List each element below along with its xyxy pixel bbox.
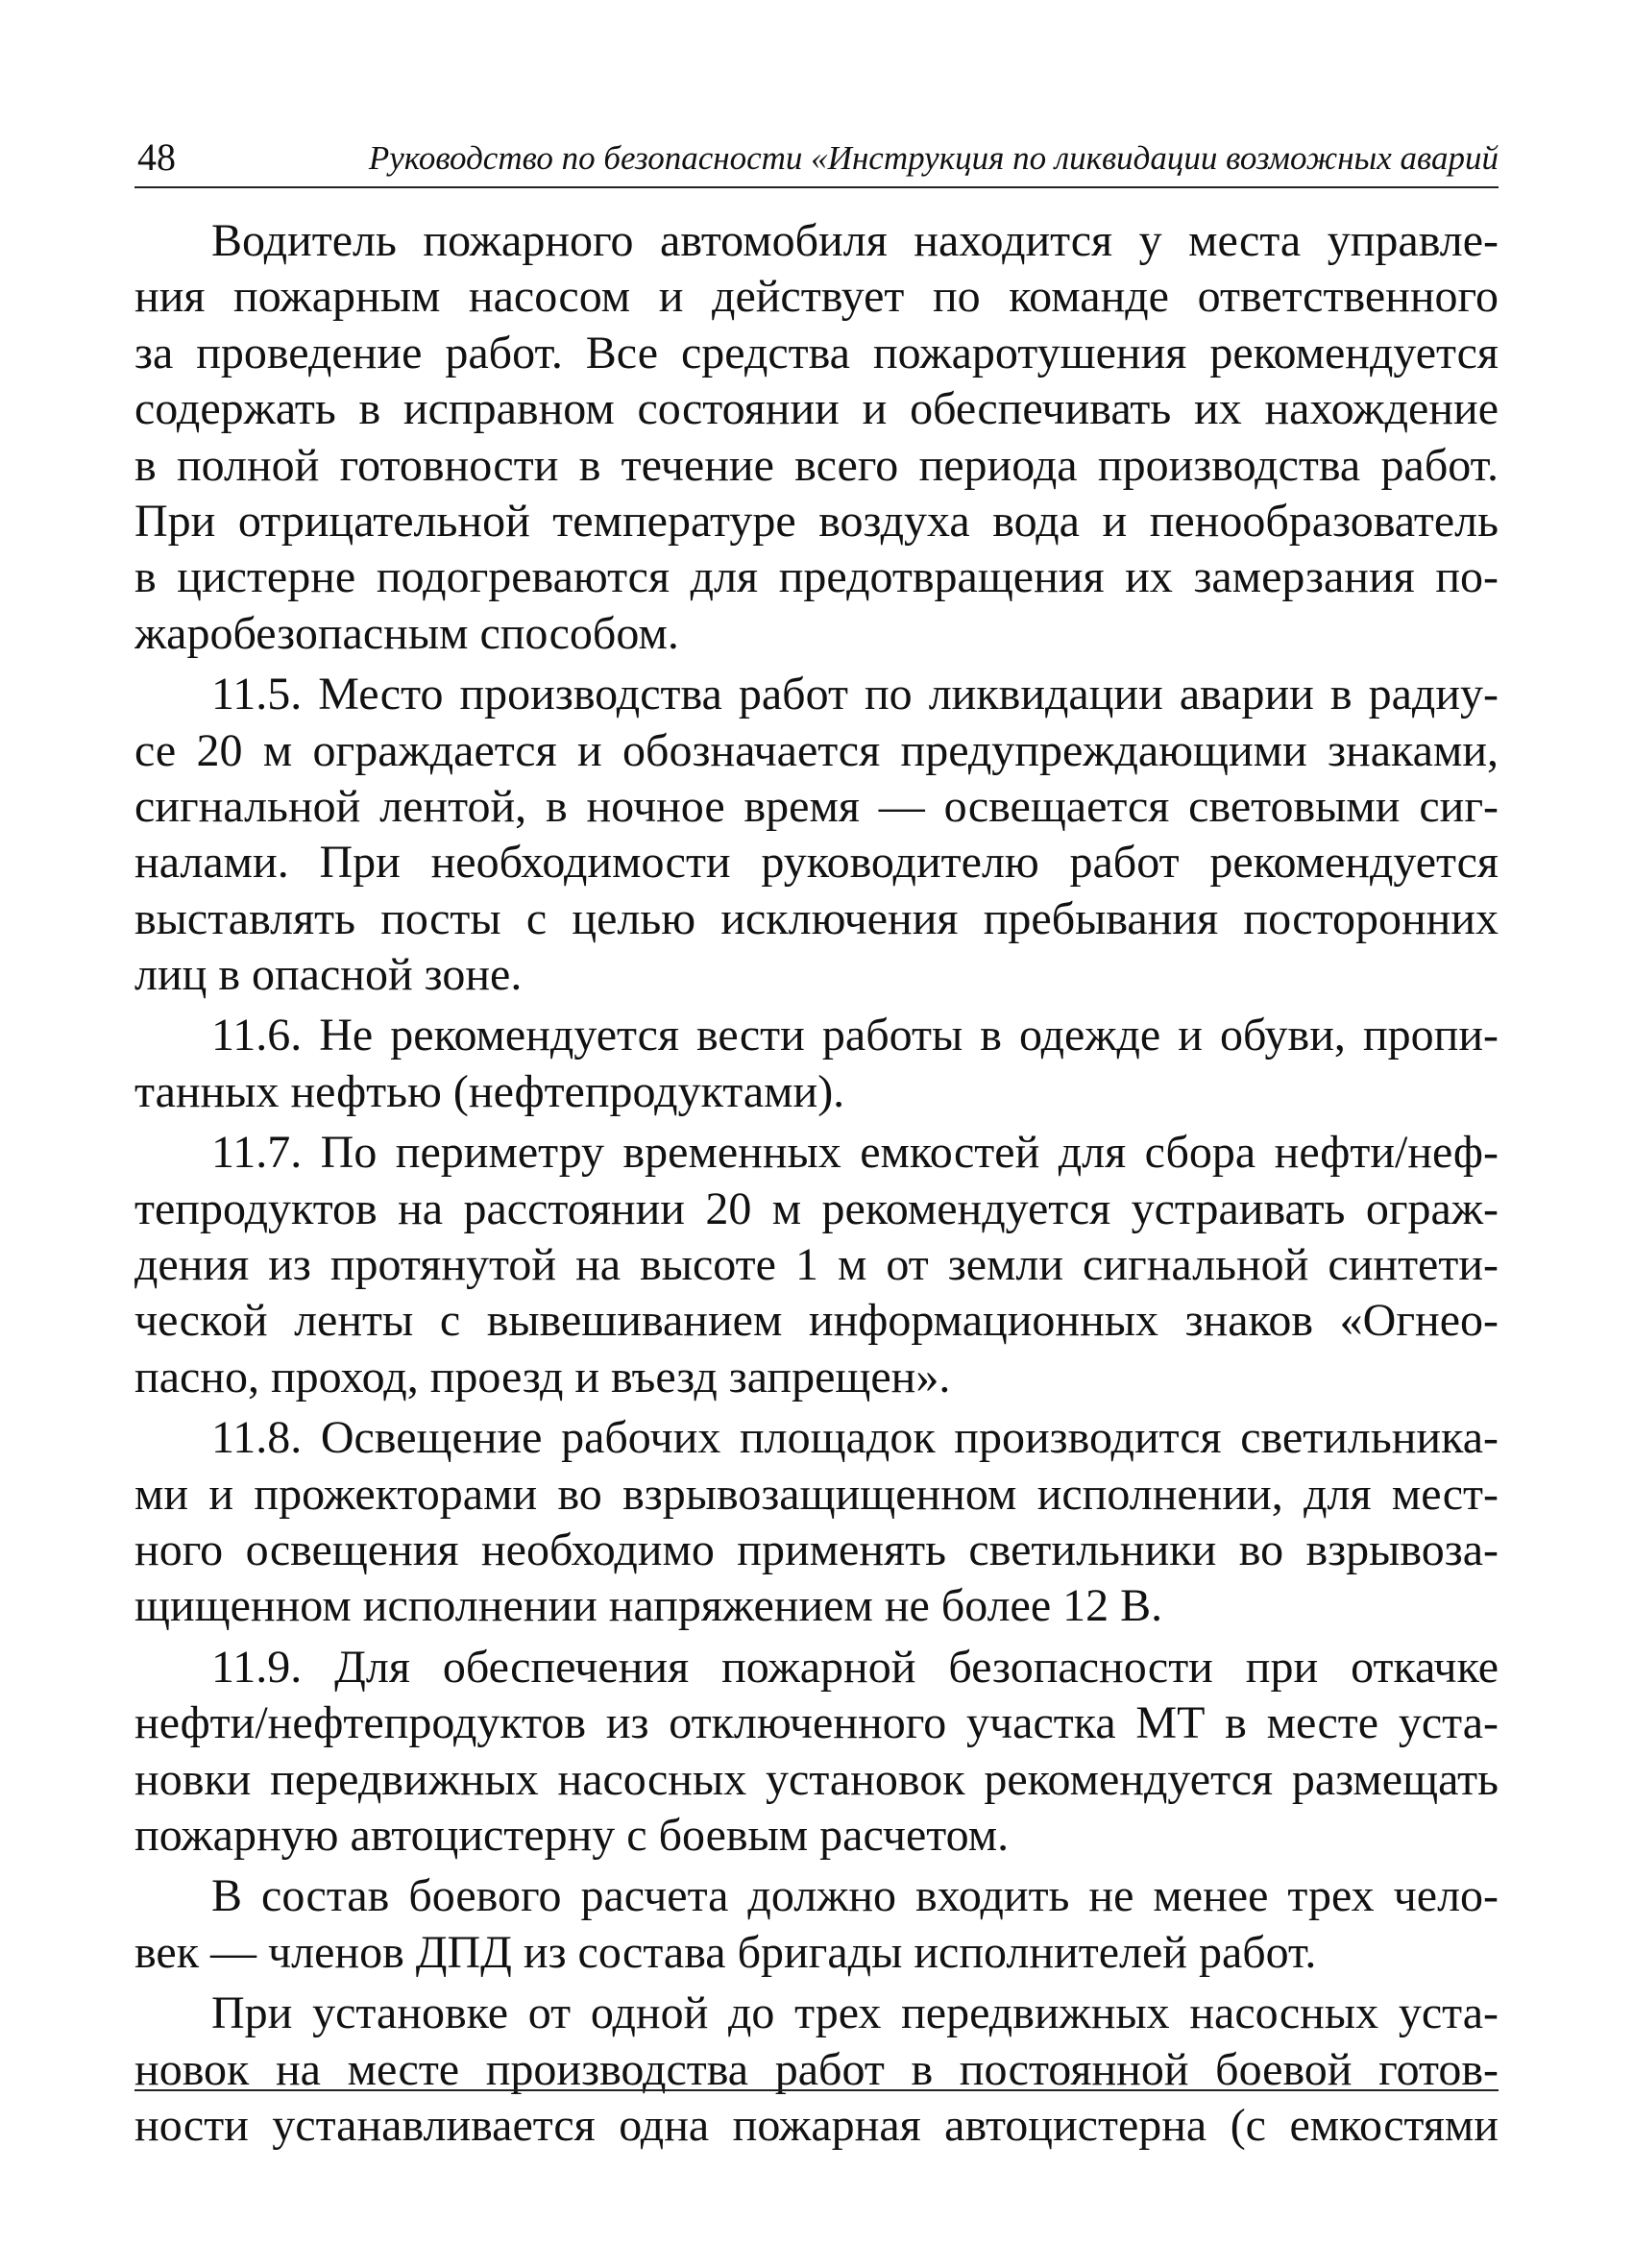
text-line: Водитель пожарного автомобиля находится у места управле-	[211, 215, 1499, 266]
text-line: ности устанавливается одна пожарная автоцистерна (с емкостями	[134, 2099, 1499, 2151]
text-line: дения из протянутой на высоте 1 м от земли сигнальной синтети-	[134, 1239, 1499, 1291]
text-line: ного освещения необходимо применять светильники во взрывоза-	[134, 1524, 1499, 1575]
text-line: тепродуктов на расстоянии 20 м рекомендуется устраивать ограж-	[134, 1183, 1499, 1234]
text-line: выставлять посты с целью исключения пребывания посторонних	[134, 892, 1499, 944]
text-line: ми и прожекторами во взрывозащищенном исполнении, для мест-	[134, 1468, 1499, 1520]
paragraph-11-9	[134, 1640, 1499, 1865]
text-line: ния пожарным насосом и действует по команде ответственного	[134, 271, 1499, 323]
text-line: в полной готовности в течение всего периода производства работ.	[134, 439, 1499, 491]
paragraph	[134, 1986, 1499, 2154]
text-line: 11.9. Для обеспечения пожарной безопасности при откачке	[211, 1641, 1499, 1693]
text-line: новки передвижных насосных установок рекомендуется размещать	[134, 1753, 1499, 1805]
text-line: нефти/нефтепродуктов из отключенного участка МТ в месте уста-	[134, 1697, 1499, 1749]
text-line: сигнальной лентой, в ночное время — освещается световыми сиг-	[134, 780, 1499, 832]
text-line: 11.8. Освещение рабочих площадок производится светильника-	[211, 1412, 1499, 1464]
paragraph	[134, 1868, 1499, 1981]
text-line: жаробезопасным способом.	[134, 607, 679, 659]
paragraph-11-7	[134, 1125, 1499, 1405]
text-line: се 20 м ограждается и обозначается предупреждающими знаками,	[134, 724, 1499, 776]
text-line: век — членов ДПД из состава бригады исполнителей работ.	[134, 1926, 1317, 1978]
text-line: новок на месте производства работ в постоянной боевой готов-	[134, 2043, 1499, 2095]
text-line: лиц в опасной зоне.	[134, 949, 523, 1001]
text-line: В состав боевого расчета должно входить не менее трех чело-	[211, 1870, 1499, 1922]
text-line: за проведение работ. Все средства пожаротушения рекомендуется	[134, 327, 1499, 378]
text-line: При отрицательной температуре воздуха вода и пенообразователь	[134, 495, 1499, 547]
text-line: пасно, проход, проезд и въезд запрещен».	[134, 1351, 951, 1402]
text-line: содержать в исправном состоянии и обеспечивать их нахождение	[134, 383, 1499, 435]
running-title: Руководство по безопасности «Инструкция по ликвидации возможных аварий	[368, 139, 1499, 177]
paragraph-11-6	[134, 1008, 1499, 1120]
text-line: 11.5. Место производства работ по ликвидации аварии в радиу-	[211, 669, 1499, 720]
paragraph	[134, 213, 1499, 662]
text-line: в цистерне подогреваются для предотвращения их замерзания по-	[134, 551, 1499, 603]
text-line: налами. При необходимости руководителю работ рекомендуется	[134, 837, 1499, 889]
text-line: При установке от одной до трех передвижных насосных уста-	[211, 1988, 1499, 2039]
text-line: 11.7. По периметру временных емкостей для сбора нефти/неф-	[211, 1127, 1499, 1179]
running-header	[134, 133, 1499, 188]
text-line: танных нефтью (нефтепродуктами).	[134, 1065, 845, 1117]
paragraph-11-8	[134, 1410, 1499, 1635]
footer-rule	[134, 2089, 1499, 2091]
text-line: пожарную автоцистерну с боевым расчетом.	[134, 1809, 1010, 1861]
text-line: 11.6. Не рекомендуется вести работы в одежде и обуви, пропи-	[211, 1010, 1499, 1061]
body-text	[134, 213, 1499, 2158]
text-line: ческой ленты с вывешиванием информационных знаков «Огнео-	[134, 1295, 1499, 1347]
text-line: щищенном исполнении напряжением не более 12 В.	[134, 1580, 1163, 1632]
page-number: 48	[137, 135, 176, 179]
paragraph-11-5	[134, 667, 1499, 1003]
